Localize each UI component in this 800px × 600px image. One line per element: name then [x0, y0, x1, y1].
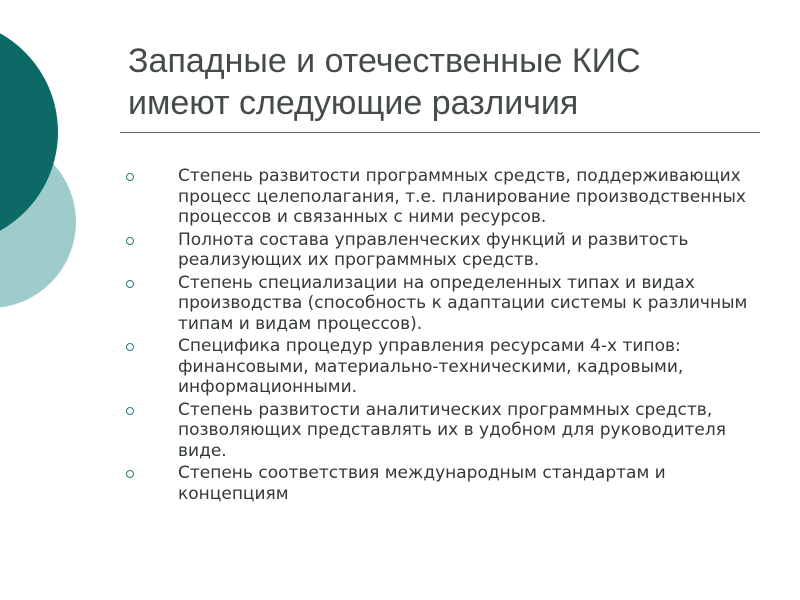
bullet-item	[120, 336, 770, 398]
bullet-text: Степень специализации на определенных типах и видах производства (способность к адаптации системы к различным типам и видам процессов).	[178, 272, 748, 334]
hollow-circle-bullet-icon	[126, 237, 134, 245]
slide-title-line-2: имеют следующие различия	[128, 84, 579, 122]
decorative-circles	[0, 0, 120, 340]
bullet-text: Специфика процедур управления ресурсами 4-х типов: финансовыми, материально-техническими, кадровыми, информационными.	[178, 336, 684, 397]
bullet-text: Степень развитости аналитических программных средств, позволяющих представлять их в удобном для руководителя виде.	[178, 399, 726, 461]
hollow-circle-bullet-icon	[126, 407, 134, 415]
bullet-text: Степень соответствия международным стандартам и концепциям	[178, 463, 666, 504]
slide-title	[128, 40, 768, 124]
bullet-text: Степень развитости программных средств, поддерживающих процесс целеполагания, т.е. планирование производственных процессов и связанных с ними ресурсов.	[178, 166, 746, 227]
slide-title-line-1: Западные и отечественные КИС	[128, 42, 641, 80]
hollow-circle-bullet-icon	[126, 470, 134, 478]
bullet-item	[120, 273, 770, 335]
bullet-item	[120, 400, 770, 462]
bullet-item	[120, 463, 770, 504]
hollow-circle-bullet-icon	[126, 343, 134, 351]
bullet-item	[120, 230, 770, 271]
bullet-item	[120, 166, 770, 228]
bullet-text: Полнота состава управленческих функций и развитость реализующих их программных средств.	[178, 229, 689, 270]
hollow-circle-bullet-icon	[126, 280, 134, 288]
hollow-circle-bullet-icon	[126, 173, 134, 181]
title-divider	[120, 132, 760, 133]
bullet-list	[120, 166, 770, 506]
